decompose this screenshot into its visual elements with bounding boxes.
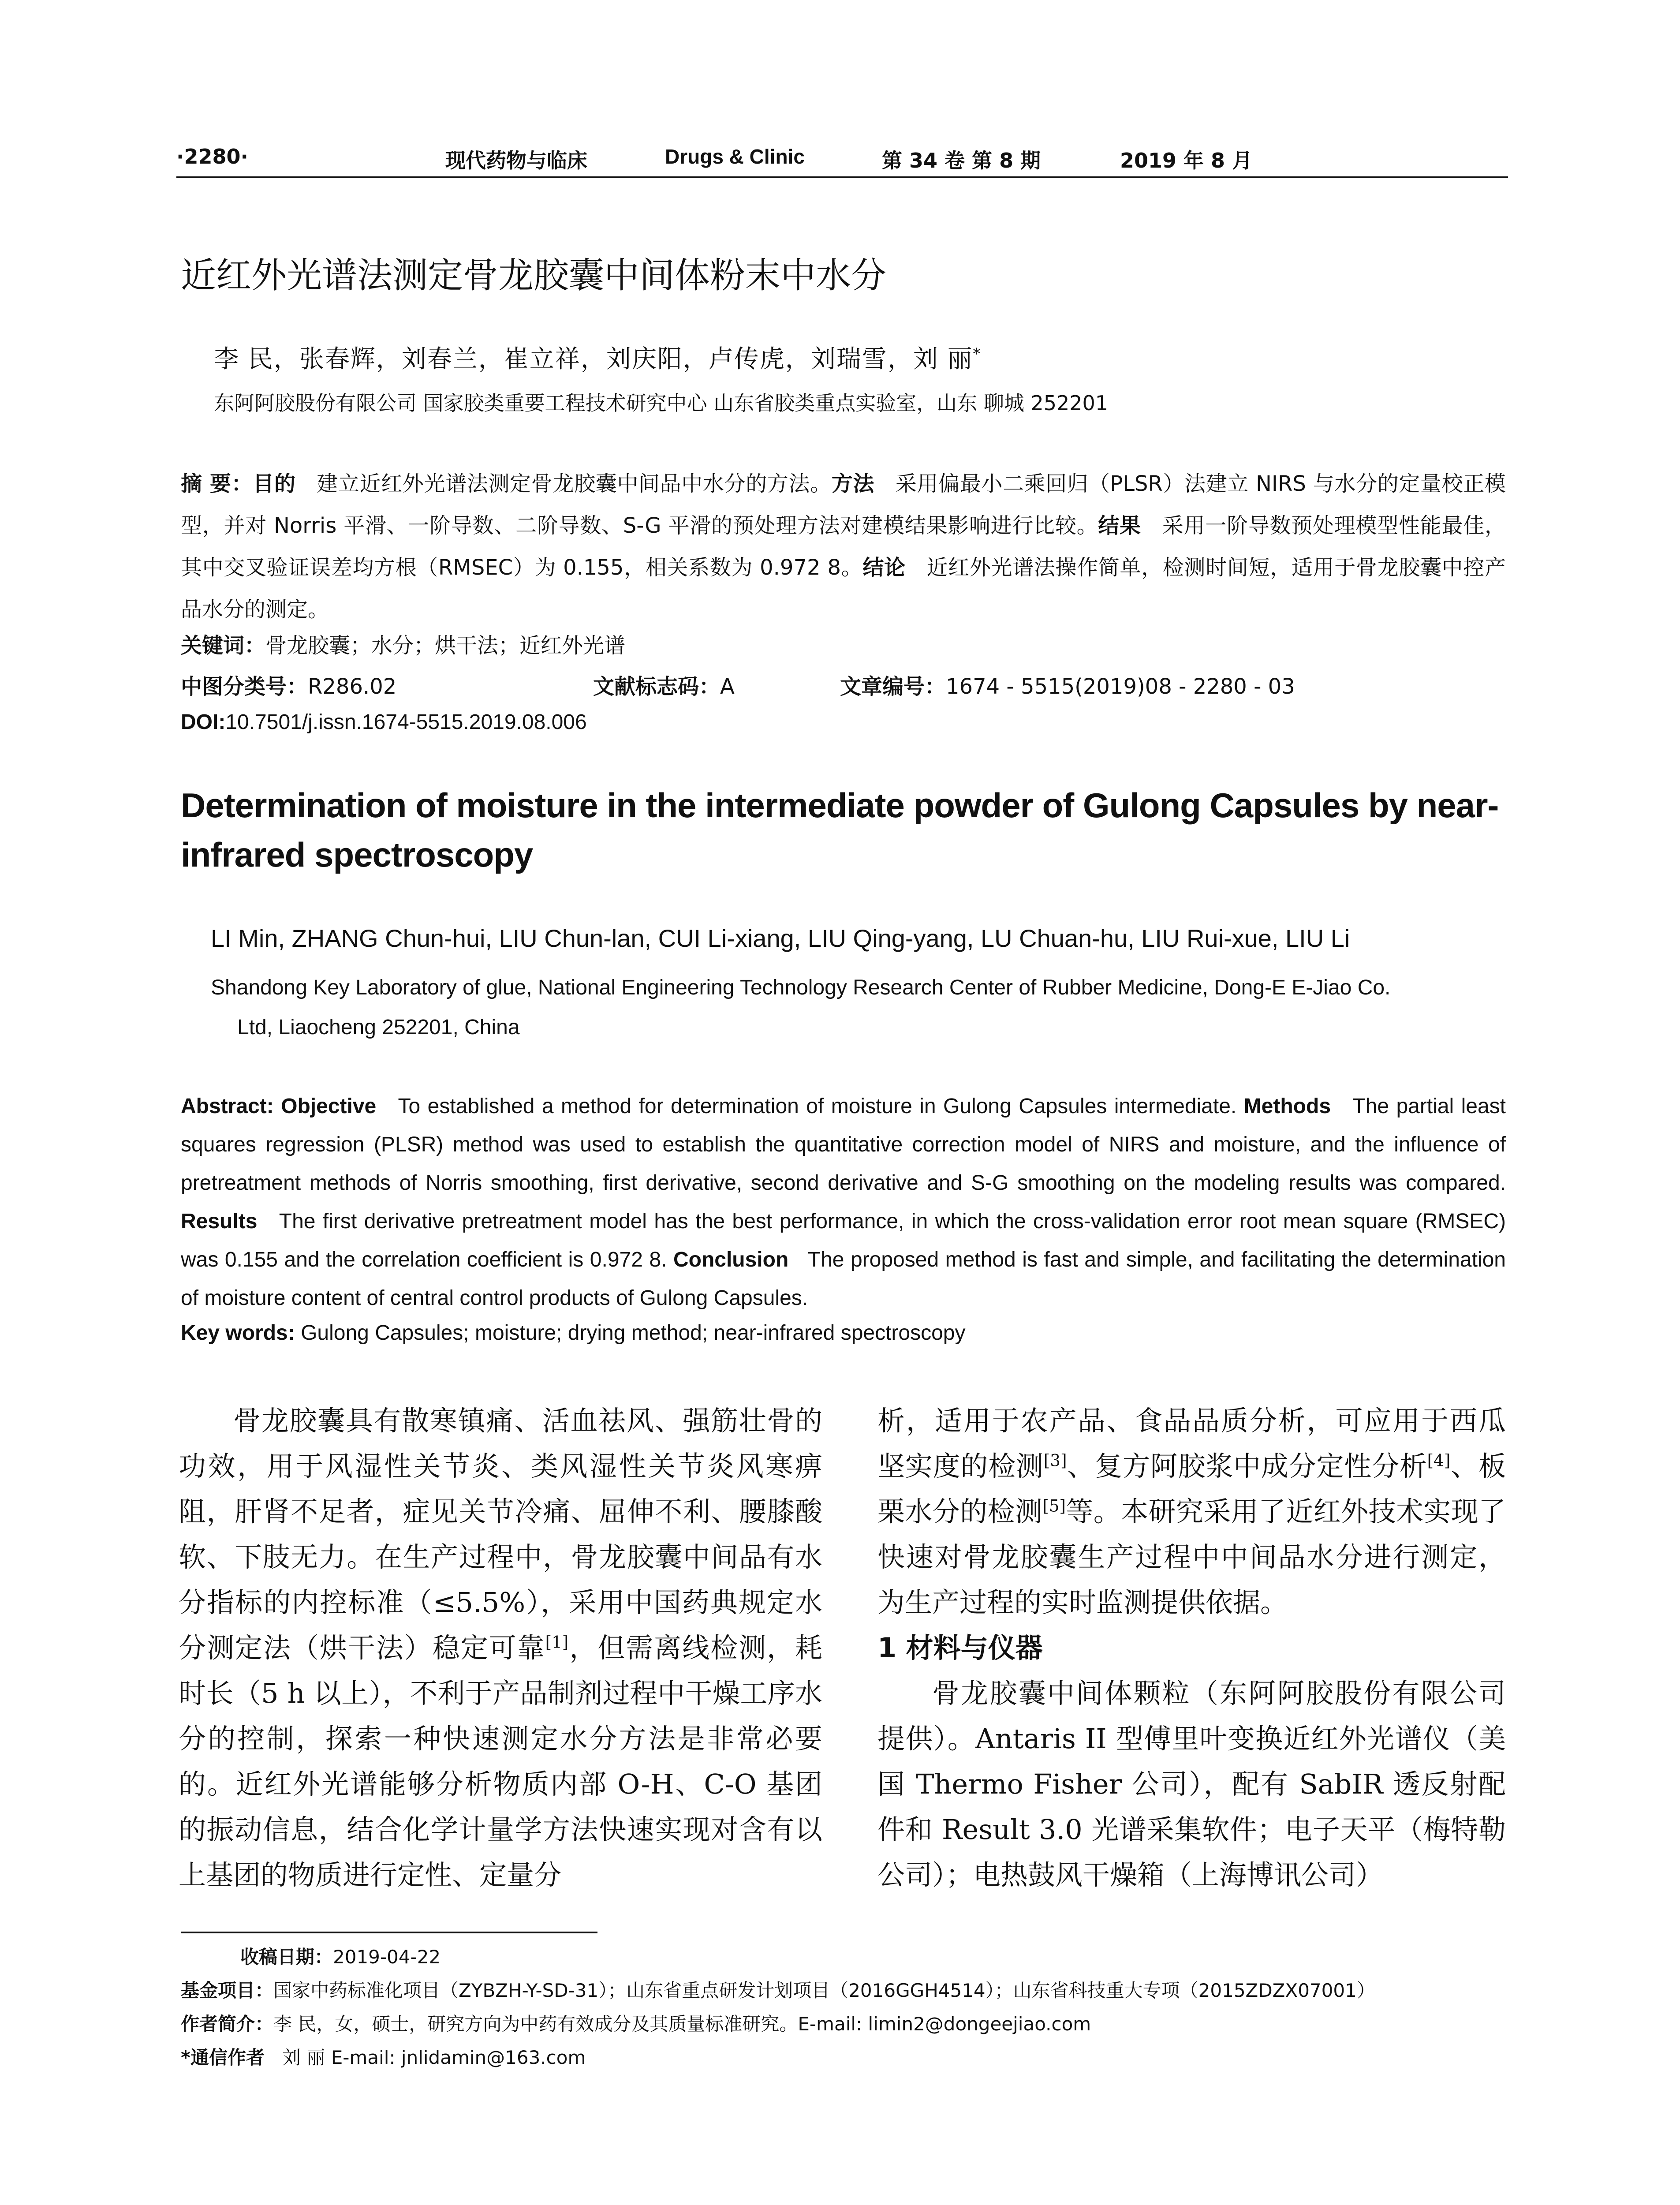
keywords-cn-label: 关键词：: [181, 633, 266, 658]
doc-code-label: 文献标志码：: [593, 674, 721, 699]
body-text-1b-continued: 析，适用于农产品、食品品质分析，可应用于西瓜坚实度的检测: [877, 1405, 1506, 1482]
issue-date: 2019 年 8 月: [1120, 149, 1253, 172]
body-text-1e: 等。本研究采用了近红外技术实现了快速对骨龙胶囊生产过程中中间品水分进行测定，为生产过程的实时监测提供依据。: [877, 1495, 1506, 1618]
results-label-cn: 结果: [1098, 513, 1141, 538]
corresponding-mark: *: [973, 345, 982, 363]
classification-line: [181, 669, 1295, 700]
doi-value: 10.7501/j.issn.1674-5515.2019.08.006: [225, 710, 587, 734]
affiliation-cn: 东阿阿胶股份有限公司 国家胶类重要工程技术研究中心 山东省胶类重点实验室，山东 聊城 252201: [214, 391, 1109, 415]
corresponding-value: 刘 丽 E-mail: jnlidamin@163.com: [282, 2047, 586, 2068]
methods-text-en: The partial least squares regression (PLSR) method was used to establish the quantitative correction model of NIRS and moisture, and the influence of pretreatment methods of Norris smoothing, first derivative, second derivative and S-G smoothing on the modeling results was compared.: [181, 1095, 1506, 1195]
conclusion-text-cn: 近红外光谱法操作简单，检测时间短，适用于骨龙胶囊中控产品水分的测定。: [181, 555, 1506, 622]
body-text-1d: 、板栗水分的检测: [877, 1450, 1506, 1528]
received-label: 收稿日期：: [240, 1946, 333, 1968]
article-no-label: 文章编号：: [840, 674, 946, 699]
journal-name-cn: 现代药物与临床: [445, 149, 587, 172]
clc-value: R286.02: [308, 674, 397, 699]
footnote-fund: [181, 1974, 1508, 2007]
authors-en: LI Min, ZHANG Chun-hui, LIU Chun-lan, CUI Li-xiang, LIU Qing-yang, LU Chuan-hu, LIU Rui-xue, LIU Li: [211, 924, 1350, 952]
abstract-en-label: Abstract:: [181, 1095, 274, 1118]
body-text-1a: 骨龙胶囊具有散寒镇痛、活血祛风、强筋壮骨的功效，用于风湿性关节炎、类风湿性关节炎风寒痹阻，肝肾不足者，症见关节冷痛、屈伸不利、腰膝酸软、下肢无力。在生产过程中，骨龙胶囊中间品有水分指标的内控标准（≤5.5%），采用中国药典规定水分测定法（烘干法）稳定可靠: [179, 1405, 822, 1664]
abstract-en: [181, 1087, 1506, 1317]
citation-3: [3]: [1043, 1450, 1067, 1470]
citation-1: [1]: [545, 1632, 569, 1652]
body-text-1c: 、复方阿胶浆中成分定性分析: [1067, 1450, 1427, 1482]
footnotes: [181, 1940, 1508, 2074]
objective-label-en: Objective: [281, 1095, 377, 1118]
conclusion-label-en: Conclusion: [673, 1248, 789, 1271]
methods-text-cn: 采用偏最小二乘回归（PLSR）法建立 NIRS 与水分的定量校正模型，并对 Norris 平滑、一阶导数、二阶导数、S-G 平滑的预处理方法对建模结果影响进行比较。: [181, 471, 1506, 538]
methods-label-en: Methods: [1243, 1095, 1331, 1118]
body-paragraph-1-part-a: [179, 1398, 822, 1898]
received-value: 2019-04-22: [333, 1946, 441, 1968]
section-heading-1: 1 材料与仪器: [877, 1632, 1043, 1664]
results-text-cn: 采用一阶导数预处理模型性能最佳，其中交叉验证误差均方根（RMSEC）为 0.155，相关系数为 0.972 8。: [181, 513, 1506, 580]
clc-field: [181, 669, 593, 700]
body-text-1b: ，但需离线检测，耗时长（5 h 以上），不利于产品制剂过程中干燥工序水分的控制，探索一种快速测定水分方法是非常必要的。近红外光谱能够分析物质内部 O-H、C-O 基团的振动信息，结合化学计量学方法快速实现对含有以上基团的物质进行定性、定量分: [179, 1632, 822, 1891]
abstract-cn: [181, 463, 1506, 631]
doc-code-field: [593, 669, 840, 700]
keywords-cn-text: 骨龙胶囊；水分；烘干法；近红外光谱: [265, 633, 626, 658]
keywords-cn: [181, 628, 625, 659]
citation-4: [4]: [1427, 1450, 1451, 1470]
body-paragraph-1-part-b: [877, 1398, 1506, 1625]
article-no-value: 1674 - 5515(2019)08 - 2280 - 03: [946, 674, 1295, 699]
doi-line: [181, 710, 587, 734]
body-column-left: [179, 1398, 822, 1898]
body-paragraph-2: 骨龙胶囊中间体颗粒（东阿阿胶股份有限公司提供）。Antaris II 型傅里叶变换近红外光谱仪（美国 Thermo Fisher 公司），配有 SabIR 透反射配件和 Result 3.0 光谱采集软件；电子天平（梅特勒公司）；电热鼓风干燥箱（上海博讯公司）: [877, 1677, 1506, 1891]
doi-label: DOI:: [181, 710, 226, 734]
objective-label-cn: 目的: [253, 471, 296, 496]
affiliation-en: [211, 968, 1516, 1047]
keywords-en-label: Key words:: [181, 1321, 295, 1345]
header-rule: [176, 176, 1508, 178]
objective-text-en: To established a method for determination of moisture in Gulong Capsules intermediate.: [398, 1095, 1237, 1118]
objective-text-cn: 建立近红外光谱法测定骨龙胶囊中间品中水分的方法。: [317, 471, 832, 496]
citation-5: [5]: [1042, 1496, 1066, 1516]
footnote-received: [181, 1940, 1508, 1974]
running-header: [176, 140, 1508, 178]
title-en: Determination of moisture in the intermediate powder of Gulong Capsules by near-infrared spectroscopy: [181, 786, 1499, 874]
bio-label: 作者简介：: [181, 2013, 274, 2035]
journal-name-en: Drugs & Clinic: [665, 145, 805, 168]
page-number: ·2280·: [176, 145, 248, 168]
conclusion-text-en: The proposed method is fast and simple, and facilitating the determination of moisture content of central control products of Gulong Capsules.: [181, 1248, 1506, 1310]
authors-cn: [214, 340, 981, 375]
fund-value: 国家中药标准化项目（ZYBZH-Y-SD-31）；山东省重点研发计划项目（2016GGH4514）；山东省科技重大专项（2015ZDZX07001）: [273, 1980, 1375, 2001]
volume-issue: 第 34 卷 第 8 期: [882, 149, 1041, 172]
authors-cn-text: 李 民，张春辉，刘春兰，崔立祥，刘庆阳，卢传虎，刘瑞雪，刘 丽: [214, 345, 973, 374]
results-text-en: The first derivative pretreatment model has the best performance, in which the cross-validation error root mean square (RMSEC) was 0.155 and the correlation coefficient is 0.972 8.: [181, 1210, 1506, 1271]
abstract-cn-label: 摘 要：: [181, 471, 253, 496]
corresponding-label: *通信作者: [181, 2047, 265, 2068]
bio-value: 李 民，女，硕士，研究方向为中药有效成分及其质量标准研究。E-mail: limin2@dongeejiao.com: [273, 2013, 1091, 2035]
doc-code-value: A: [720, 674, 735, 699]
methods-label-cn: 方法: [831, 471, 875, 496]
affiliation-en-line2: Ltd, Liaocheng 252201, China: [237, 1016, 520, 1039]
results-label-en: Results: [181, 1210, 258, 1233]
footnote-rule: [181, 1932, 597, 1933]
keywords-en: [181, 1321, 965, 1345]
article-no-field: [840, 669, 1295, 700]
affiliation-en-line1: Shandong Key Laboratory of glue, National Engineering Technology Research Center of Rubber Medicine, Dong-E E-Jiao Co.: [211, 976, 1391, 999]
keywords-en-text: Gulong Capsules; moisture; drying method; near-infrared spectroscopy: [301, 1321, 966, 1345]
clc-label: 中图分类号：: [181, 674, 308, 699]
footnote-author-bio: [181, 2007, 1508, 2041]
title-cn: 近红外光谱法测定骨龙胶囊中间体粉末中水分: [181, 255, 886, 296]
fund-label: 基金项目：: [181, 1980, 274, 2001]
body-column-right: [877, 1398, 1506, 1898]
conclusion-label-cn: 结论: [862, 555, 906, 580]
footnote-corresponding: [181, 2041, 1508, 2074]
